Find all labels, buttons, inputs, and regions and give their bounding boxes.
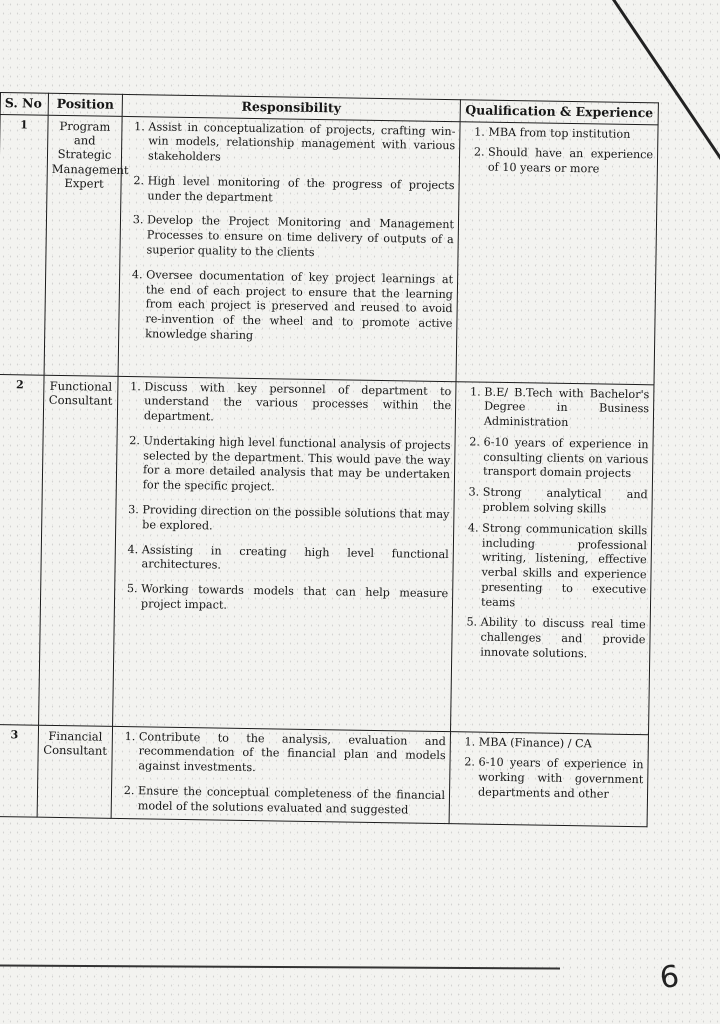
roles-table bbox=[0, 92, 659, 828]
row-1-qualifications bbox=[456, 121, 658, 384]
list-item: 2. High level monitoring of the progress of projects under the department bbox=[147, 174, 454, 208]
list-item: 2. 6-10 years of experience in working with government departments and other bbox=[478, 756, 644, 803]
header-position: Position bbox=[48, 93, 122, 116]
list-item: 4. Assisting in creating high level functional architectures. bbox=[141, 543, 448, 577]
list-item: 1. MBA from top institution bbox=[488, 125, 653, 142]
list-item: 2. 6-10 years of experience in consulting clients on various transport domain projects bbox=[483, 435, 649, 482]
header-qualification: Qualification & Experience bbox=[460, 100, 658, 125]
row-1-sno: 1 bbox=[0, 114, 48, 375]
list-item: 3. Develop the Project Monitoring and Management Processes to ensure on time delivery of outputs of a superior quality to the clients bbox=[146, 214, 454, 263]
list-item: 2. Undertaking high level functional analysis of projects selected by the department. This would pave the way for a more detailed analysis that may be undertaken for the specific project. bbox=[143, 434, 451, 498]
table-row bbox=[0, 114, 658, 384]
row-2-sno: 2 bbox=[0, 374, 44, 725]
list-item: 4. Oversee documentation of key project learnings at the end of each project to ensure that the learning from each project is preserved and reused to avoid re-invention of the wheel and to promote active knowledge sharing bbox=[145, 268, 453, 347]
header-responsibility: Responsibility bbox=[122, 94, 460, 121]
list-item: 3. Providing direction on the possible solutions that may be explored. bbox=[142, 503, 449, 537]
row-3-position: Financial Consultant bbox=[37, 725, 112, 819]
table-row bbox=[0, 724, 648, 827]
row-1-position: Program and Strategic Management Expert bbox=[44, 115, 122, 376]
list-item: 1. Contribute to the analysis, evaluation and recommendation of the financial plan and models against investments. bbox=[138, 730, 446, 779]
row-3-responsibilities bbox=[111, 726, 450, 824]
row-2-qualifications bbox=[451, 381, 654, 734]
list-item: 1. B.E/ B.Tech with Bachelor's Degree in Business Administration bbox=[484, 385, 650, 432]
document-page bbox=[0, 92, 720, 863]
table-row bbox=[0, 374, 654, 734]
row-2-responsibilities bbox=[113, 376, 456, 731]
list-item: 1. Assist in conceptualization of projects, crafting win-win models, relationship management with various stakeholders bbox=[148, 120, 456, 169]
list-item: 2. Should have an experience of 10 years or more bbox=[488, 146, 653, 178]
row-2-position: Functional Consultant bbox=[39, 375, 118, 726]
row-3-sno: 3 bbox=[0, 724, 39, 818]
list-item: 5. Ability to discuss real time challenges and provide innovate solutions. bbox=[480, 616, 646, 663]
list-item: 4. Strong communication skills including professional writing, listening, effective verbal skills and experience presenting to executive teams bbox=[481, 521, 647, 612]
list-item: 2. Ensure the conceptual completeness of the financial model of the solutions evaluated and suggested bbox=[138, 784, 445, 818]
list-item: 3. Strong analytical and problem solving skills bbox=[482, 486, 647, 518]
row-1-responsibilities bbox=[118, 116, 460, 381]
list-item: 1. MBA (Finance) / CA bbox=[479, 735, 644, 752]
header-sno: S. No bbox=[0, 93, 48, 115]
page-number: 6 bbox=[658, 959, 681, 996]
list-item: 5. Working towards models that can help measure project impact. bbox=[141, 582, 448, 616]
row-3-qualifications bbox=[449, 731, 648, 827]
list-item: 1. Discuss with key personnel of department to understand the various processes within the department. bbox=[144, 380, 452, 429]
